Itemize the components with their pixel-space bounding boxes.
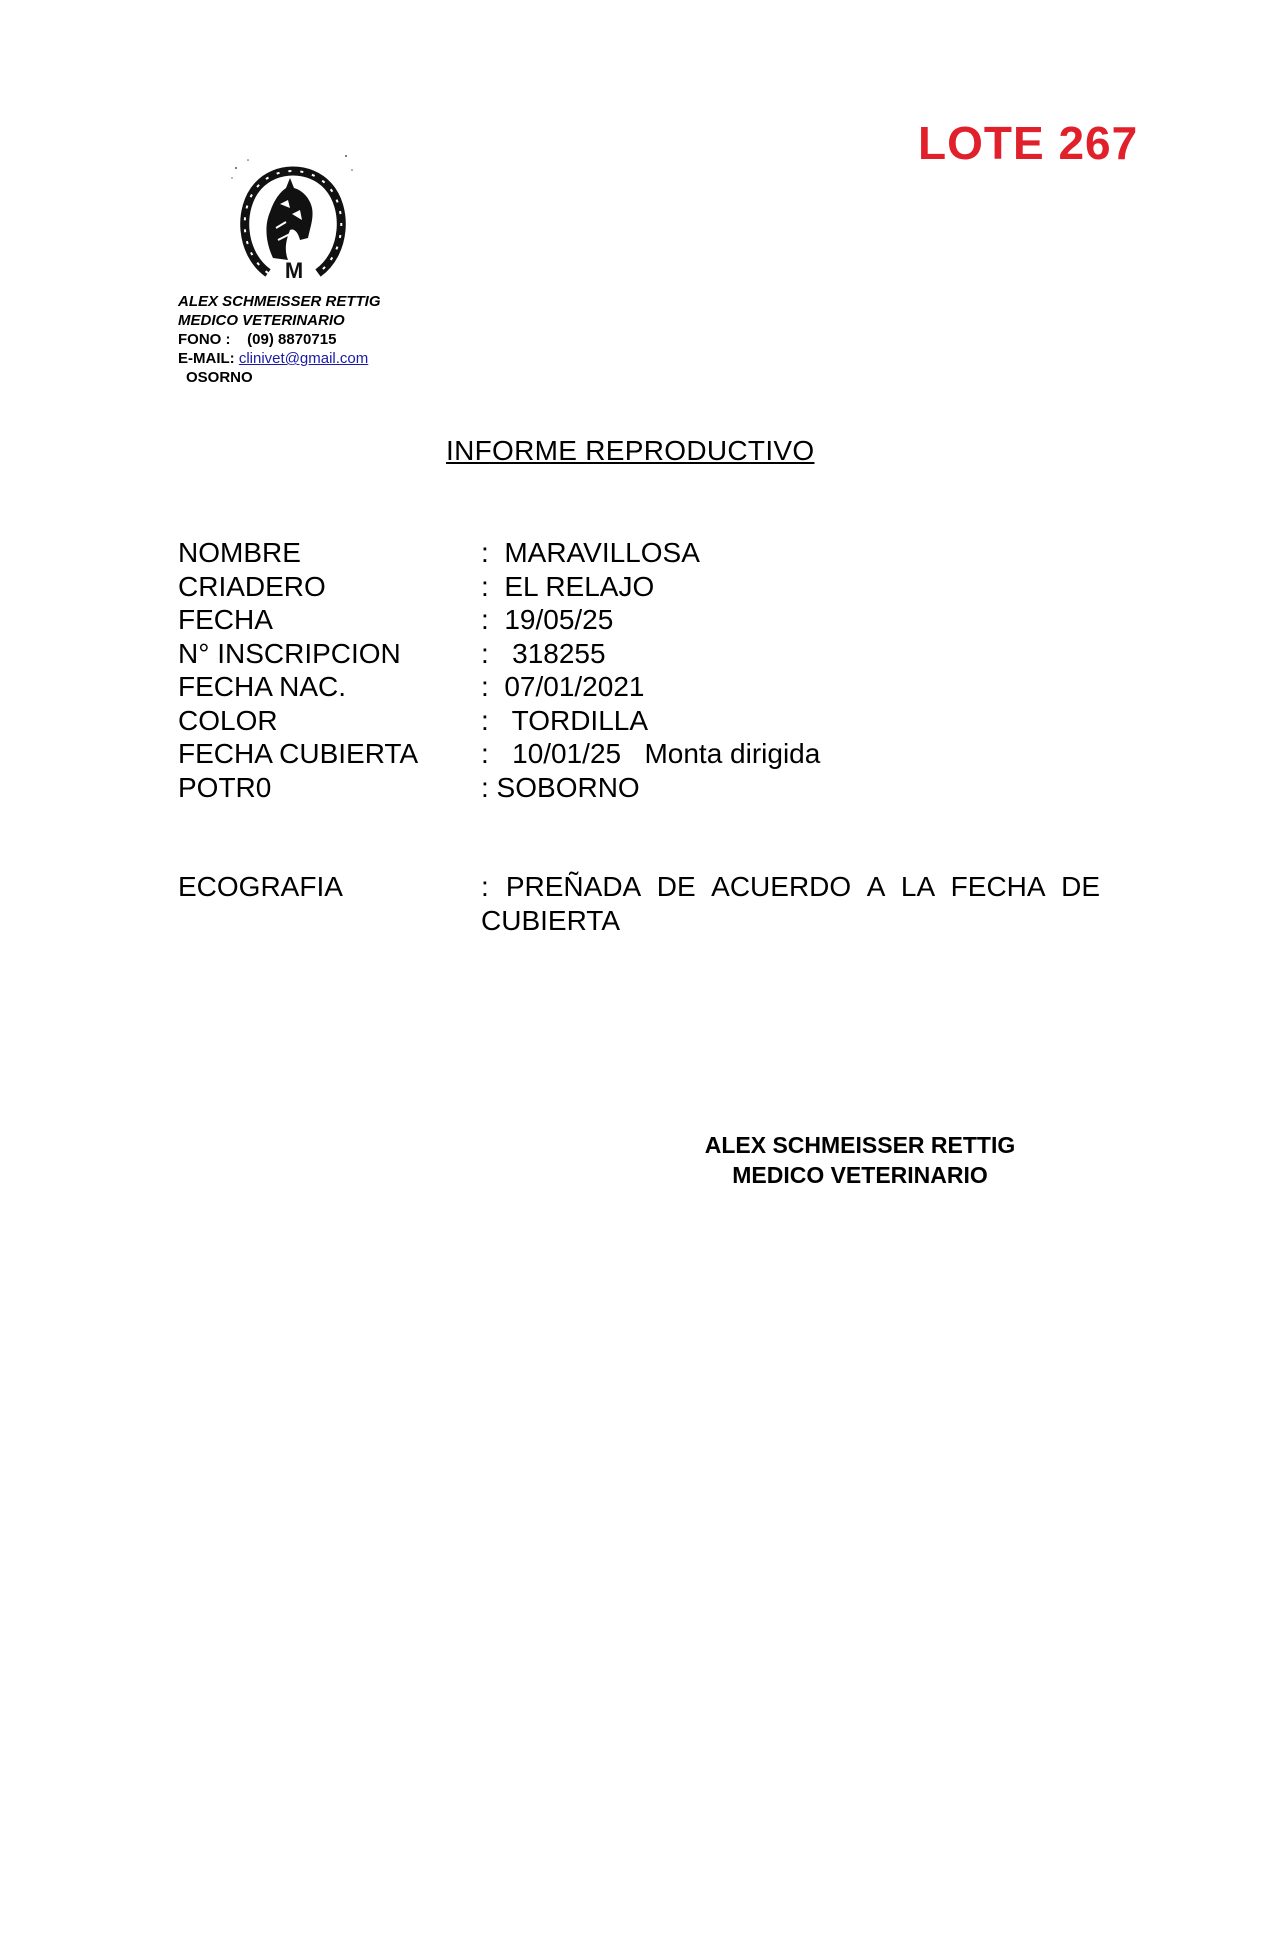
header-name: ALEX SCHMEISSER RETTIG [178,293,381,310]
field-value: : TORDILLA [481,704,649,736]
header-email-label: E-MAIL [178,350,230,367]
field-value: : 318255 [481,637,606,669]
field-label: FECHA CUBIERTA [178,738,419,769]
field-label: POTR0 [178,771,272,803]
logo-letter: M [284,258,304,283]
header-email-link[interactable]: clinivet@gmail.com [238,350,369,367]
field-label: FECHA NAC. [178,671,347,702]
header-phone-label: FONO : [178,331,231,348]
clinic-header [178,292,381,387]
page-title: INFORME REPRODUCTIVO [446,435,815,466]
field-value: : EL RELAJO [481,570,655,602]
signature-name: ALEX SCHMEISSER RETTIG [704,1132,1016,1158]
lot-number: LOTE 267 [918,117,1139,169]
horse-horseshoe-logo-icon [228,148,358,288]
header-email-row: E-MAIL: clinivet@gmail.com [178,350,369,367]
header-phone-row [178,330,381,349]
header-city: OSORNO [186,369,253,386]
field-value: : 07/01/2021 [481,671,645,702]
field-label: FECHA [178,604,273,635]
field-value: : PREÑADA DE ACUERDO A LA FECHA DE CUBIERTA [481,871,1100,936]
field-value: : 10/01/25 Monta dirigida [481,738,821,769]
signature-block [690,1130,1030,1190]
field-value: : MARAVILLOSA [481,537,700,568]
field-label: ECOGRAFIA [178,871,343,902]
field-label: COLOR [178,704,278,736]
field-label: N° INSCRIPCION [178,637,401,669]
header-phone: (09) 8870715 [247,331,337,348]
field-value: : 19/05/25 [481,604,614,635]
field-label: NOMBRE [178,537,301,568]
header-profession: MEDICO VETERINARIO [178,312,345,329]
field-label: CRIADERO [178,570,326,602]
field-value: : SOBORNO [481,771,640,803]
signature-profession: MEDICO VETERINARIO [732,1162,988,1188]
